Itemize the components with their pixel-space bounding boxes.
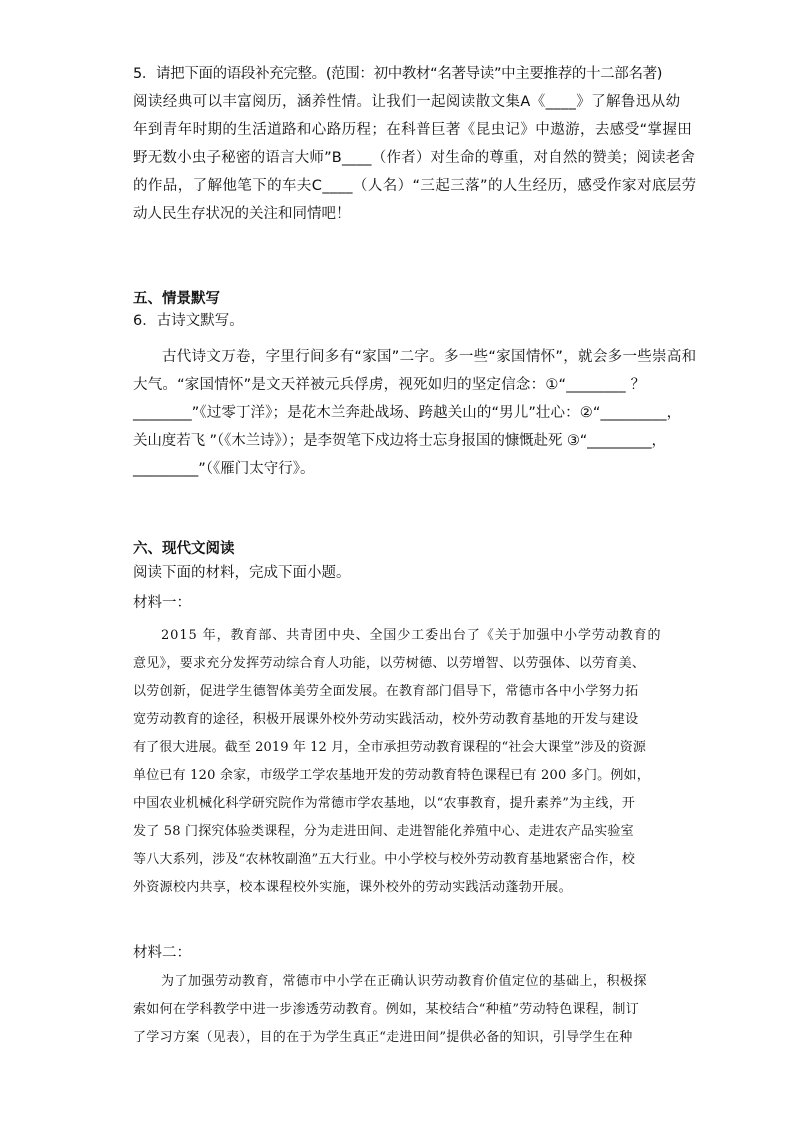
q5-line: 动人民生存状况的关注和同情吧！ <box>133 206 351 222</box>
q6-line: _________”（《雁门太守行》。 <box>133 461 315 477</box>
material-2-label: 材料二： <box>133 945 191 961</box>
material-2-line: 了学习方案（见表），目的在于为学生真正“走进田间”提供必备的知识，引导学生在种 <box>133 1030 633 1045</box>
q5-line: 年到青年时期的生活道路和心路历程；在科普巨著《昆虫记》中遨游，去感受“掌握田 <box>133 122 693 138</box>
material-1-line: 发了 58 门探究体验类课程，分为走进田间、走进智能化养殖中心、走进农产品实验室 <box>133 824 634 839</box>
q5-line: 野无数小虫子秘密的语言大师”B____（作者）对生命的尊重，对自然的赞美；阅读老舍 <box>133 150 696 166</box>
q6-line: 关山度若飞 ”（《木兰诗》）；是李贺笔下戍边将士忘身报国的慷慨赴死 ③“_________， <box>133 433 666 449</box>
section-heading: 六、现代文阅读 <box>133 541 235 557</box>
q6-line: 大气。“家国情怀”是文天祥被元兵俘虏，视死如归的坚定信念：①“________ ？ <box>133 377 646 393</box>
q5-line: 阅读经典可以丰富阅历，涵养性情。让我们一起阅读散文集A《____》了解鲁迅从幼 <box>133 94 681 110</box>
section-6 <box>133 538 665 614</box>
q5-line: 的作品，了解他笔下的车夫C____（人名）“三起三落”的人生经历，感受作家对底层劳 <box>133 178 697 194</box>
section-heading: 五、情景默写 <box>133 291 220 307</box>
material-1-text <box>133 622 665 902</box>
material-1-line: 有了很大进展。截至 2019 年 12 月，全市承担劳动教育课程的“社会大课堂”涉及的资源 <box>133 740 646 755</box>
material-1-line: 意见》，要求充分发挥劳动综合育人功能，以劳树德、以劳增智、以劳强体、以劳育美、 <box>133 656 646 671</box>
material-1-line: 单位已有 120 余家，市级学工学农基地开发的劳动教育特色课程已有 200 多门。例如， <box>133 768 650 783</box>
material-2-label-block <box>133 942 665 964</box>
q6-line: 古代诗文万卷，字里行间多有“家国”二字。多一些“家国情怀”，就会多一些崇高和 <box>162 349 697 365</box>
material-1-line: 宽劳动教育的途径，积极开展课外校外劳动实践活动，校外劳动教育基地的开发与建设 <box>133 712 639 727</box>
material-1-line: 中国农业机械化科学研究院作为常德市学农基地，以“农事教育，提升素养”为主线，开 <box>133 796 636 811</box>
q6-line: ________”《过零丁洋》；是花木兰奔赴战场、跨越关山的“男儿”壮心：②“_________， <box>133 405 682 421</box>
material-1-line: 2015 年，教育部、共青团中央、全国少工委出台了《关于加强中小学劳动教育的 <box>161 628 662 643</box>
material-2-text <box>133 968 665 1052</box>
section-5 <box>133 288 665 332</box>
q5-line: 5．请把下面的语段补充完整。(范围：初中教材“名著导读”中主要推荐的十二部名著) <box>133 66 663 82</box>
material-2-line: 索如何在学科教学中进一步渗透劳动教育。例如，某校结合“种植”劳动特色课程，制订 <box>133 1002 639 1017</box>
question-5 <box>133 60 697 228</box>
reading-instruction: 阅读下面的材料，完成下面小题。 <box>133 565 351 581</box>
question-6-title: 6．古诗文默写。 <box>133 313 244 329</box>
material-1-line: 外资源校内共享，校本课程校外实施，课外校外的劳动实践活动蓬勃开展。 <box>133 880 572 895</box>
material-1-line: 等八大系列，涉及“农林牧副渔”五大行业。中小学校与校外劳动教育基地紧密合作，校 <box>133 852 636 867</box>
material-2-line: 为了加强劳动教育，常德市中小学在正确认识劳动教育价值定位的基础上，积极探 <box>161 974 648 989</box>
material-1-label: 材料一： <box>133 595 191 611</box>
material-1-line: 以劳创新，促进学生德智体美劳全面发展。在教育部门倡导下，常德市各中小学努力拓 <box>133 684 639 699</box>
question-6-body <box>133 343 697 483</box>
